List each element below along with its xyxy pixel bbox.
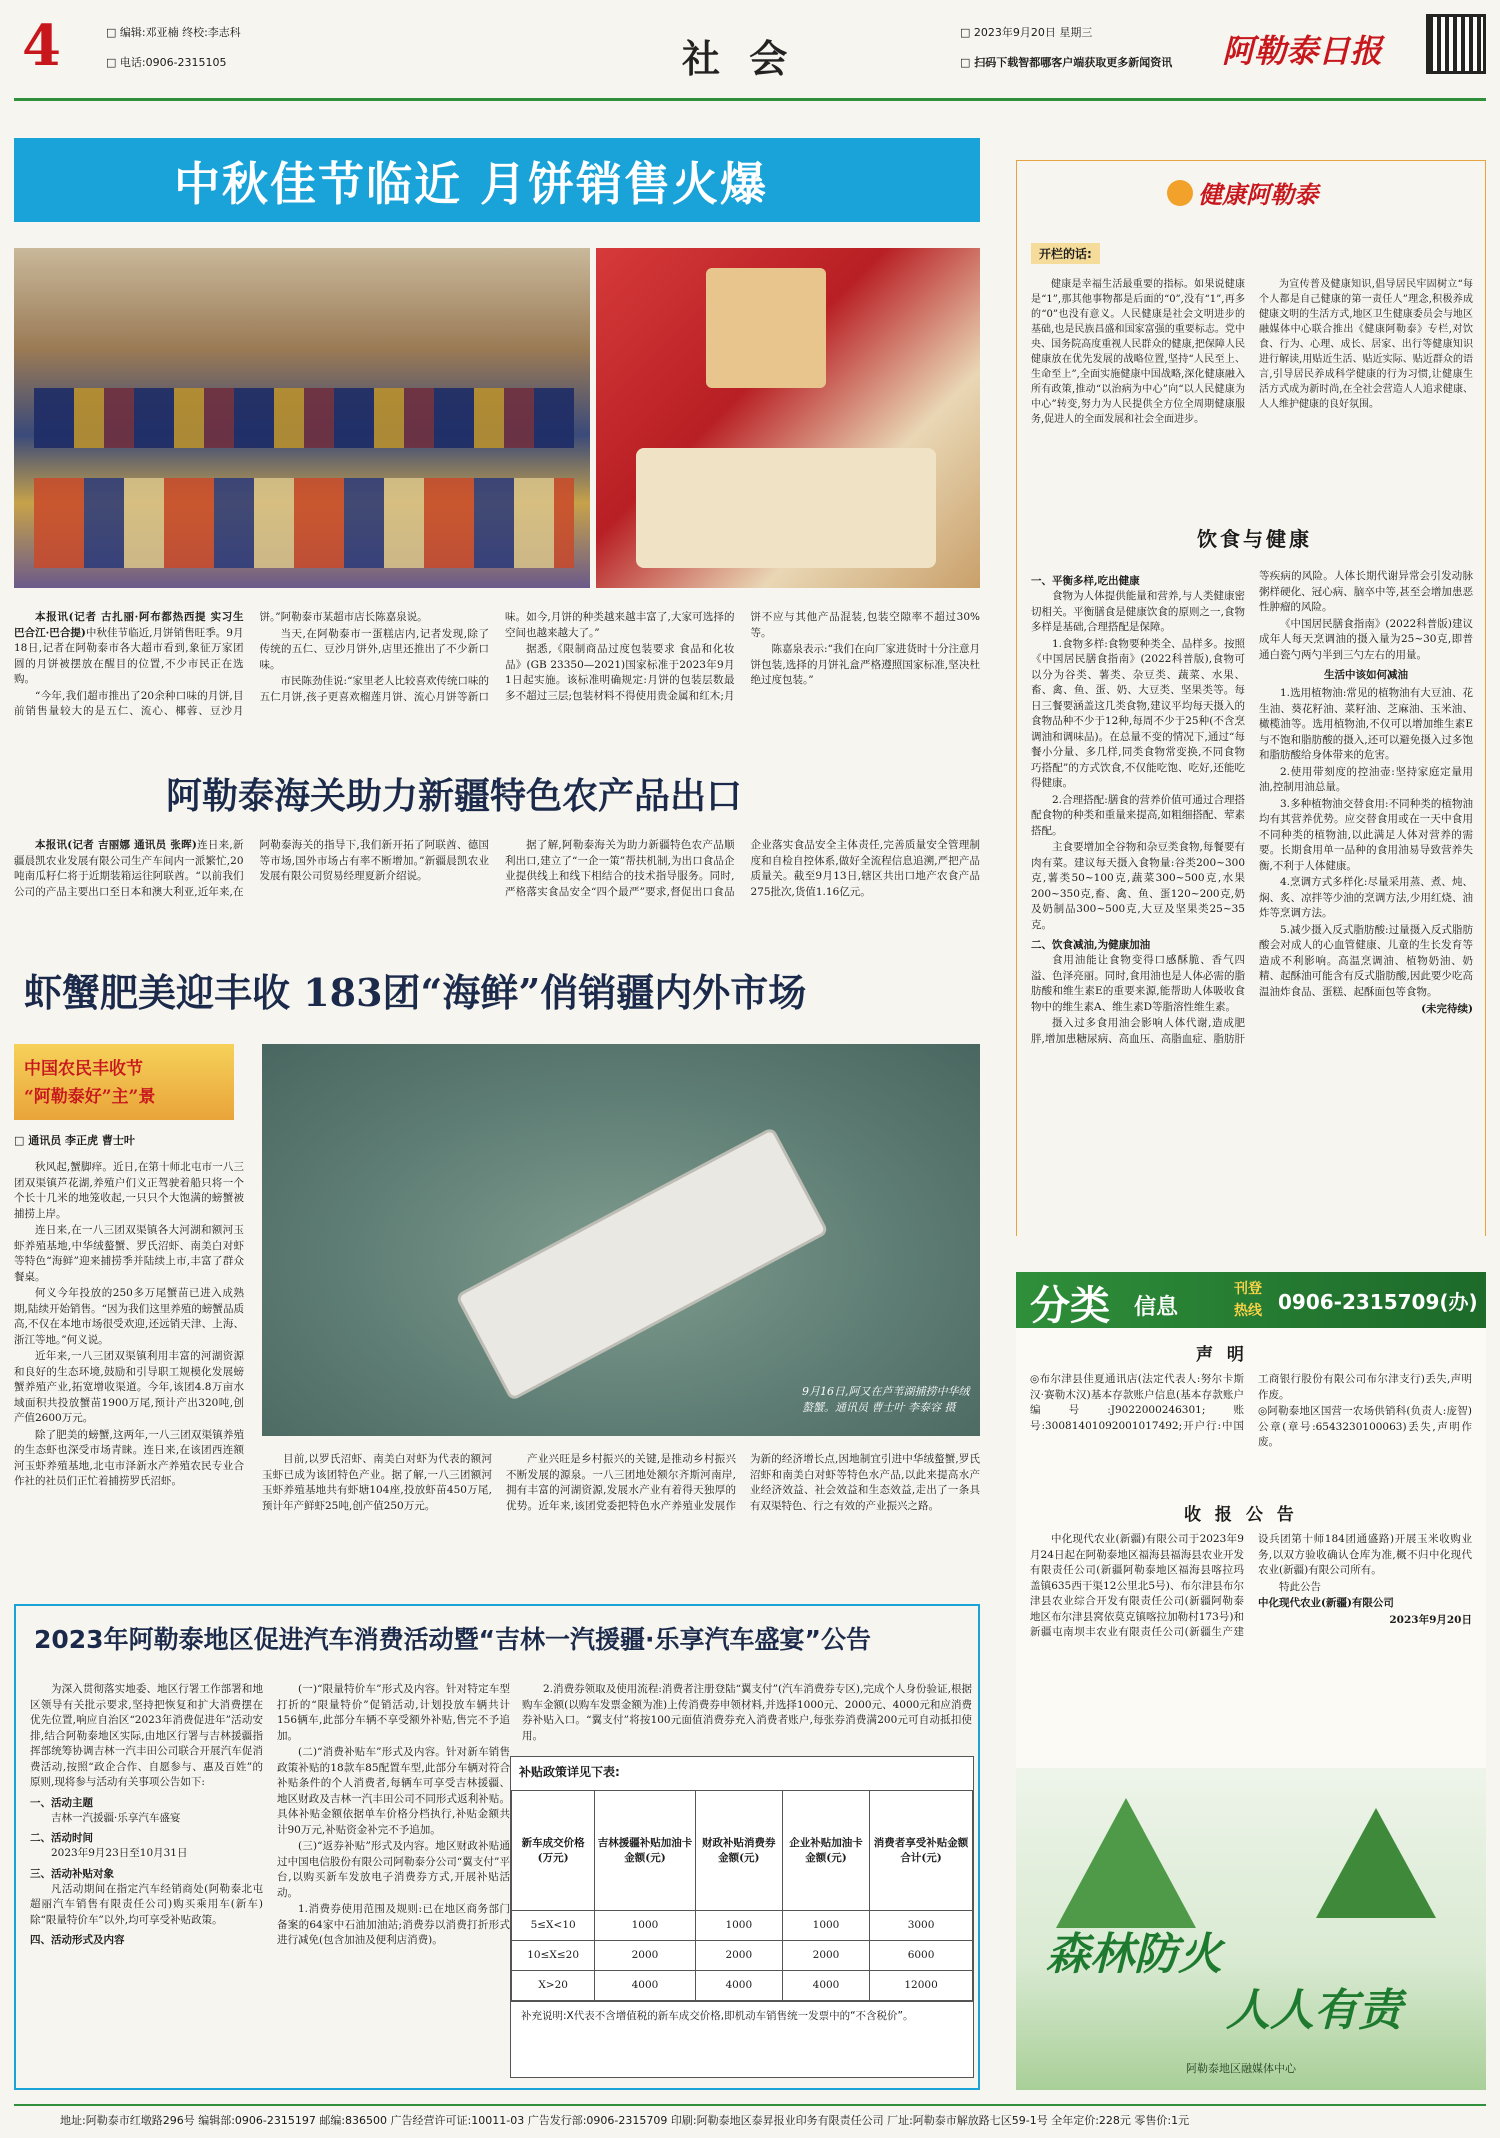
page-number: 4	[22, 13, 61, 79]
tree-icon-2	[1316, 1808, 1436, 1918]
table-title: 补贴政策详见下表:	[519, 1765, 620, 1779]
mooncake-para-2: “今年,我们超市推出了20余种口味的月饼,目前销售量较大的是五仁、流心、椰蓉、豆沙月饼。”阿勒泰市某超市店长陈嘉泉说。	[14, 611, 428, 717]
health-article	[1031, 569, 1473, 1229]
mooncake-headline: 中秋佳节临近 月饼销售火爆	[174, 157, 769, 211]
health-box	[1016, 160, 1486, 1236]
mooncake-para-1-text: 中秋佳节临近,月饼销售旺季。9月18日,记者在阿勒泰市各大超市看到,象征万家团圆的月饼被摆放在醒目的位置,不少市民正在选购。	[14, 626, 244, 685]
table-header-cell: 企业补贴加油卡金额(元)	[782, 1791, 869, 1911]
car-block-8: 四、活动形式及内容	[30, 1934, 125, 1946]
tree-icon	[1056, 1798, 1196, 1928]
statement-title: 声 明	[1196, 1345, 1248, 1365]
statement-1: ◎布尔津县佳夏通讯店(法定代表人:努尔卡斯汉·赛勒木汉)基本存款账户信息(基本存款账户编号:J9022000246301;账号:30081401092001017492;开户行:中国工商银行股份有限公司布尔津支行)丢失,声明作废。	[1030, 1373, 1472, 1432]
table-cell: 1000	[595, 1911, 695, 1941]
phone-line: □ 电话:0906-2315105	[106, 56, 227, 69]
date-text: 2023年9月20日 星期三	[973, 26, 1093, 39]
health-block-4: 2.合理搭配:膳食的营养价值可通过合理搭配食物的种类和重量来提高,如粗细搭配、荤素搭配。	[1031, 793, 1245, 837]
shrimp-headline: 虾蟹肥美迎丰收 183团“海鲜”俏销疆内外市场	[24, 970, 807, 1015]
shrimp-para-1: 秋风起,蟹脚痒。近日,在第十师北屯市一八三团双渠镇芦花湖,养殖户们义正驾驶着船只将一个个长十几米的地笼收起,一只只个大饱满的螃蟹被捕捞上岸。	[14, 1161, 244, 1220]
table-cell: 4000	[695, 1971, 782, 2001]
intro-label: 开栏的话:	[1031, 243, 1100, 264]
table-row	[512, 1971, 973, 2001]
table-cell: 10≤X≤20	[512, 1941, 595, 1971]
health-block-10: 生活中该如何减油	[1324, 669, 1408, 681]
table-cell: 3000	[870, 1911, 973, 1941]
mooncake-para-5: 据悉,《限制商品过度包装要求 食品和化妆品》(GB 23350—2021)国家标准于2023年9月1日起实施。该标准明确规定:月饼的包装层数最多不超过三层;包装材料不得使用贵金属和红木;月饼不应与其他产品混装,包装空隙率不超过30%等。	[505, 611, 980, 702]
footer-text: 地址:阿勒泰市红墩路296号 编辑部:0906-2315197 邮编:836500 广告经营许可证:10011-03 广告发行部:0906-2315709 印刷:阿勒泰地区泰昇报业印务有限责任公司 厂址:阿勒泰市解放路七区59-1号 全年定价:228元 零售价:1元	[60, 2114, 1190, 2127]
health-block-5: 主食要增加全谷物和杂豆类食物,每餐要有肉有菜。建议每天摄入食物量:谷类200~300克,薯类50~100克,蔬菜300~500克,水果200~350克,畜、禽、鱼、蛋120~200克,奶及奶制品300~500克,大豆及坚果类25~35克。	[1031, 841, 1245, 931]
table-cell: 2000	[595, 1941, 695, 1971]
editor-text: 编辑:邓亚楠 终校:李志科	[119, 26, 241, 39]
crab-boat-photo	[262, 1044, 980, 1436]
sun-icon	[1167, 180, 1193, 206]
mooncake-credit: 本报讯(记者 古扎丽·阿布都热西提 实习生 巴合江·巴合提)	[14, 611, 244, 639]
car-block-11: (三)“返券补贴”形式及内容。地区财政补贴通过中国电信股份有限公司阿勒泰分公司“翼支付”平台,以购买新车发放电子消费券方式,开展补贴活动。	[277, 1840, 510, 1899]
mooncake-para-4: 市民陈劲佳说:“家里老人比较喜欢传统口味的五仁月饼,孩子更喜欢榴莲月饼、流心月饼等新口味。如今,月饼的种类越来越丰富了,大家可选择的空间也越来越大了。”	[259, 611, 735, 703]
table-header-cell: 财政补贴消费券金额(元)	[695, 1791, 782, 1911]
health-block-2: 食物为人体提供能量和营养,与人类健康密切相关。平衡膳食是健康饮食的原则之一,食物多样是基础,合理搭配是保障。	[1031, 590, 1245, 633]
table-cell: 1000	[695, 1911, 782, 1941]
acceptance-sign1: 特此公告	[1279, 1580, 1321, 1593]
health-block-15: 5.减少摄入反式脂肪酸:过量摄入反式脂肪酸会对成人的心血管健康、儿童的生长发育等造成不利影响。高温烹调油、植物奶油、奶精、起酥油可能含有反式脂肪酸,因此要少吃高温油炸食品、蛋糕、起酥面包等食物。	[1259, 923, 1473, 998]
classified-phone: 0906-2315709(办)	[1278, 1290, 1478, 1314]
footer-rule	[14, 2104, 1486, 2106]
supermarket-photo	[14, 248, 590, 588]
phone-text: 电话:0906-2315105	[119, 56, 227, 69]
badge-line1: 中国农民丰收节	[24, 1059, 143, 1079]
statement-2: ◎阿勒泰地区国营一农场供销科(负责人:庞智)公章(章号:6543230100063)丢失,声明作废。	[1258, 1405, 1472, 1448]
intro-para-2: 为宣传普及健康知识,倡导居民牢固树立“每个人都是自己健康的第一责任人”理念,积极养成健康文明的生活方式,地区卫生健康委员会与地区融媒体中心联合推出《健康阿勒泰》专栏,对饮食、行为、心理、成长、居家、出行等健康知识进行解读,用贴近生活、贴近实际、贴近群众的语言,引导居民养成科学健康的行为习惯,让健康生活方式成为新时尚,在全社会营造人人追求健康、人人维护健康的良好氛围。	[1259, 279, 1473, 410]
car-block-4: 二、活动时间	[30, 1832, 93, 1844]
badge-line2: “阿勒泰好”主”景	[24, 1087, 156, 1107]
acceptance-date: 2023年9月20日	[1389, 1613, 1472, 1626]
classified-label-top: 刊登	[1234, 1281, 1262, 1297]
fire-line1: 森林防火	[1046, 1929, 1222, 1980]
table-header-cell: 新车成交价格(万元)	[512, 1791, 595, 1911]
health-block-13: 3.多种植物油交替食用:不同种类的植物油均有其营养优势。应交替食用或在一天中食用不同种类的植物油,以此满足人体对营养的需要。长期食用单一品种的食用油易导致营养失衡,不利于人体健康。	[1259, 797, 1473, 872]
customs-headline: 阿勒泰海关助力新疆特色农产品出口	[166, 775, 743, 817]
shrimp-para-7: 产业兴旺是乡村振兴的关键,是推动乡村振兴不断发展的源泉。一八三团地处额尔齐斯河南岸,拥有丰富的河湖资源,发展水产业有着得天独厚的优势。近年来,该团党委把特色水产养殖业发展作为新的经济增长点,因地制宜引进中华绒螯蟹,罗氏沼虾和南美白对虾等特色水产品,以此来提高水产业经济效益、社会效益和生态效益,走出了一条具有双渠特色、行之有效的产业振兴之路。	[506, 1453, 980, 1512]
scan-tip-text: 扫码下载智都哪客户端获取更多新闻资讯	[974, 56, 1173, 69]
mooncake-box-photo	[596, 248, 980, 588]
intro-para-1: 健康是幸福生活最重要的指标。如果说健康是“1”,那其他事物都是后面的“0”,没有“1”,再多的“0”也没有意义。人民健康是社会文明进步的基础,也是民族昌盛和国家富强的重要标志。党中央、国务院高度重视人民群众的健康,把保障人民健康放在优先发展的战略位置,坚持“人民至上、生命至上”,全面实施健康中国战略,深化健康融入所有政策,推动“以治病为中心”向“以人民健康为中心”转变,努力为人民提供全方位全周期健康服务,促进人的全面发展和社会全面进步。	[1031, 279, 1245, 425]
health-block-14: 4.烹调方式多样化:尽量采用蒸、煮、炖、焖、炙、凉拌等少油的烹调方法,少用红烧、油炸等烹调方法。	[1259, 876, 1473, 919]
classified-label-bottom: 热线	[1234, 1303, 1262, 1319]
health-block-9: 《中国居民膳食指南》(2022科普版)建议成年人每天烹调油的摄入量为25~30克,即普通白瓷勺两勺半到三勺左右的用量。	[1259, 617, 1473, 661]
scan-tip-line: □ 扫码下载智都哪客户端获取更多新闻资讯	[960, 56, 1173, 69]
car-article-right	[522, 1682, 972, 1752]
customs-article	[14, 838, 980, 938]
header-rule	[14, 98, 1486, 101]
masthead	[14, 14, 1486, 96]
shrimp-bottom-columns	[262, 1452, 980, 1582]
health-logo-text: 健康阿勒泰	[1198, 180, 1319, 209]
car-headline: 2023年阿勒泰地区促进汽车消费活动暨“吉林一汽援疆·乐享汽车盛宴”公告	[34, 1625, 871, 1654]
table-cell: 4000	[595, 1971, 695, 2001]
table-cell: 2000	[695, 1941, 782, 1971]
table-cell: 1000	[782, 1911, 869, 1941]
acceptance	[1030, 1532, 1472, 1682]
fire-footer: 阿勒泰地区融媒体中心	[1186, 2062, 1296, 2075]
car-block-9: (一)“限量特价车”形式及内容。针对特定车型打折的“限量特价”促销活动,计划投放车辆共计156辆车,此部分车辆不享受额外补贴,售完不予追加。	[277, 1683, 510, 1742]
table-cell: 5≤X<10	[512, 1911, 595, 1941]
health-block-8: 摄入过多食用油会影响人体代谢,造成肥胖,增加患糖尿病、高血压、高脂血症、脂肪肝等疾病的风险。人体长期代谢异常会引发动脉粥样硬化、冠心病、脑卒中等,甚至会增加患恶性肿瘤的风险。	[1031, 570, 1473, 1045]
table-header-cell: 吉林援疆补贴加油卡金额(元)	[595, 1791, 695, 1911]
mooncake-para-6: 陈嘉泉表示:“我们在向厂家进货时十分注意月饼包装,选择的月饼礼盒严格遵照国家标准,坚决杜绝过度包装。”	[750, 643, 980, 686]
editor-line: □ 编辑:邓亚楠 终校:李志科	[106, 26, 241, 39]
customs-para-1-text: 连日来,新疆晨凯农业发展有限公司生产车间内一派繁忙,20吨南瓜籽仁将于近期装箱运往阿联酋。“以前我们公司的产品主要出口至日本和澳大利亚,近年来,在阿勒泰海关的指导下,我们新开拓了阿联酋、德国等市场,国外市场占有率不断增加。”新疆晨凯农业发展有限公司贸易经理夏新介绍说。	[14, 839, 489, 898]
harvest-festival-badge	[14, 1044, 234, 1120]
subsidy-table	[511, 1790, 973, 2001]
classified-big: 分类	[1030, 1282, 1110, 1329]
car-notice-box	[14, 1604, 980, 2090]
classified-small: 信息	[1134, 1294, 1179, 1320]
shrimp-para-4: 近年来,一八三团双渠镇利用丰富的河湖资源和良好的生态环境,鼓励和引导职工规模化发展螃蟹养殖产业,拓宽增收渠道。今年,该团4.8万亩水域面积共投放蟹苗1900万尾,预计产出320吨,创产值2600万元。	[14, 1350, 244, 1424]
health-block-1: 一、平衡多样,吃出健康	[1031, 575, 1140, 587]
shrimp-para-5: 除了肥美的螃蟹,这两年,一八三团双渠镇养殖的生态虾也深受市场青睐。连日来,在该团西连额河玉虾养殖基地,北屯市泽新水产养殖农民专业合作社的社员们正忙着捕捞罗氏沼虾。	[14, 1428, 244, 1487]
customs-para-2: 据了解,阿勒泰海关为助力新疆特色农产品顺利出口,建立了“一企一策”帮扶机制,为出口食品企业提供线上和线下相结合的技术指导服务。同时,严格落实食品安全“四个最严”要求,督促出口食品企业落实食品安全主体责任,完善质量安全管理制度和自检自控体系,做好全流程信息追溯,严把产品质量关。截至9月13日,辖区共出口地产农食产品275批次,货值1.16亿元。	[505, 839, 980, 898]
fire-line2: 人人有责	[1226, 1985, 1402, 2036]
shrimp-para-3: 何义今年投放的250多万尾蟹苗已进入成熟期,陆续开始销售。“因为我们这里养殖的螃蟹品质高,不仅在本地市场很受欢迎,还远销天津、上海、浙江等地。”何义说。	[14, 1287, 244, 1346]
health-article-title: 饮食与健康	[1197, 527, 1312, 551]
car-block-2: 一、活动主题	[30, 1796, 93, 1809]
health-block-6: 二、饮食减油,为健康加油	[1031, 939, 1151, 951]
health-block-3: 1.食物多样:食物要种类全、品样多。按照《中国居民膳食指南》(2022科普版),食物可以分为谷类、薯类、杂豆类、蔬菜、水果、畜、禽、鱼、蛋、奶、大豆类、坚果类等。每日三餐要涵盖这几类食物,建议平均每天摄入的食物品种不少于12种,每周不少于25种(不含烹调油和调味品)。在总量不变的情况下,通过“每餐小分量、多几样,同类食物常变换,不同食物巧搭配”的方式饮食,不仅能吃饱、吃好,还能吃得健康。	[1031, 637, 1245, 789]
car-block-12: 1.消费券使用范围及规则:已在地区商务部门备案的64家中石油加油站;消费券以消费打折形式进行减免(包含加油及便利店消费)。	[277, 1903, 510, 1946]
shrimp-para-6: 目前,以罗氏沼虾、南美白对虾为代表的额河玉虾已成为该团特色产业。据了解,一八三团额河玉虾养殖基地共有虾塘104座,投放虾苗450万尾,预计年产鲜虾25吨,创产值250万元。	[262, 1453, 492, 1512]
acceptance-text: 中化现代农业(新疆)有限公司于2023年9月24日起在阿勒泰地区福海县福海县农业开发有限责任公司(新疆阿勒泰地区福海县喀拉玛盖镇635西干渠12公里北5号)、布尔津县布尔津县农业综合开发有限责任公司(新疆阿勒泰地区布尔津县窝依莫克镇喀拉加勒村173号)和新疆屯南坝丰农业有限责任公司(新疆生产建设兵团第十师184团通盛路)开展玉米收购业务,以双方验收确认仓库为准,概不归中化现代农业(新疆)有限公司所有。	[1030, 1533, 1472, 1638]
table-row	[512, 1911, 973, 1941]
car-block-1: 为深入贯彻落实地委、地区行署工作部署和地区领导有关批示要求,坚持把恢复和扩大消费摆在优先位置,响应自治区“2023年消费促进年”活动安排,结合阿勒泰地区实际,由地区行署与吉林援疆指挥部统筹协调吉林一汽丰田公司联合开展汽车促消费活动,按照“政企合作、自愿参与、惠及百姓”的原则,现将参与活动有关事项公告如下:	[30, 1683, 263, 1788]
shrimp-para-2: 连日来,在一八三团双渠镇各大河湖和额河玉虾养殖基地,中华绒螯蟹、罗氏沼虾、南美白对虾等特色“海鲜”迎来捕捞季并陆续上市,丰富了群众餐桌。	[14, 1224, 244, 1283]
classified-header	[1016, 1272, 1486, 1328]
car-block-7: 凡活动期间在指定汽车经销商处(阿勒泰北屯超丽汽车销售有限责任公司)购买乘用车(新车)除“限量特价车”以外,均可享受补贴政策。	[30, 1882, 263, 1926]
table-cell: 2000	[782, 1941, 869, 1971]
shrimp-credit: □ 通讯员 李正虎 曹士叶	[14, 1134, 135, 1147]
mooncake-para-3: 当天,在阿勒泰市一蛋糕店内,记者发现,除了传统的五仁、豆沙月饼外,店里还推出了不少新口味。	[259, 627, 489, 671]
table-note: 补充说明:X代表不含增值税的新车成交价格,即机动车销售统一发票中的“不含税价”。	[511, 2001, 973, 2031]
table-cell: 4000	[782, 1971, 869, 2001]
health-block-7: 食用油能让食物变得口感酥脆、香气四溢、色泽亮丽。同时,食用油也是人体必需的脂肪酸和维生素E的重要来源,能帮助人体吸收食物中的维生素A、维生素D等脂溶性维生素。	[1031, 954, 1245, 1013]
customs-credit: 本报讯(记者 吉丽娜 通讯员 张晖)	[35, 839, 197, 851]
section-title: 社 会	[682, 36, 796, 81]
acceptance-title: 收 报 公 告	[1184, 1505, 1298, 1525]
car-block-10: (二)“消费补贴车”形式及内容。针对新车销售政策补贴的18款车85配置车型,此部分车辆对符合补贴条件的个人消费者,每辆车可享受吉林援疆、地区财政及吉林一汽丰田公司不同形式返利补贴。具体补贴金额依据单车价格分档执行,补贴金额共计90万元,补贴资金补完不予追加。	[277, 1746, 510, 1836]
car-block-6: 三、活动补贴对象	[30, 1867, 114, 1880]
car-block-13: 2.消费券领取及使用流程:消费者注册登陆“翼支付”(汽车消费券专区),完成个人身份验证,根据购车金额(以购车发票金额为准)上传消费券申领材料,并选择1000元、2000元、4000元和应消费券补贴入口。“翼支付”将按100元面值消费券充入消费者账户,每张券消费满200元可自动抵扣使用。	[522, 1683, 972, 1742]
table-cell: 12000	[870, 1971, 973, 2001]
health-intro	[1031, 277, 1473, 513]
mooncake-para-1	[14, 610, 244, 688]
health-block-11: 1.选用植物油:常见的植物油有大豆油、花生油、葵花籽油、菜籽油、芝麻油、玉米油、橄榄油等。选用植物油,不仅可以增加维生素E与不饱和脂肪酸的摄入,还可以避免摄入过多饱和脂肪酸给身体带来的危害。	[1259, 687, 1473, 761]
health-logo	[1167, 175, 1318, 210]
table-cell: 6000	[870, 1941, 973, 1971]
qr-code-icon	[1426, 14, 1486, 74]
car-block-5: 2023年9月23日至10月31日	[51, 1847, 188, 1859]
acceptance-sign2: 中化现代农业(新疆)有限公司	[1258, 1597, 1394, 1609]
health-continued: (未完待续)	[1421, 1003, 1473, 1015]
car-block-3: 吉林一汽援疆·乐享汽车盛宴	[51, 1811, 181, 1824]
table-header-cell: 消费者享受补贴金额合计(元)	[870, 1791, 973, 1911]
statements	[1030, 1372, 1472, 1492]
table-cell: X>20	[512, 1971, 595, 2001]
shrimp-left-column	[14, 1160, 244, 1580]
paper-name-logo: 阿勒泰日报	[1222, 32, 1383, 70]
photo-caption: 9月16日,阿又在芦苇湖捕捞中华绒螯蟹。通讯员 曹士叶 李泰容 摄	[802, 1385, 970, 1414]
mooncake-article	[14, 610, 980, 735]
health-block-12: 2.使用带刻度的控油壶:坚持家庭定量用油,控制用油总量。	[1259, 765, 1473, 793]
fire-prevention-poster	[1016, 1768, 1486, 2090]
subsidy-table-box	[510, 1756, 974, 2078]
car-article	[30, 1682, 510, 2082]
classified-box	[1016, 1272, 1486, 1808]
table-row	[512, 1941, 973, 1971]
customs-para-1	[14, 838, 489, 900]
mooncake-banner	[14, 138, 980, 222]
date-line: □ 2023年9月20日 星期三	[960, 26, 1093, 39]
